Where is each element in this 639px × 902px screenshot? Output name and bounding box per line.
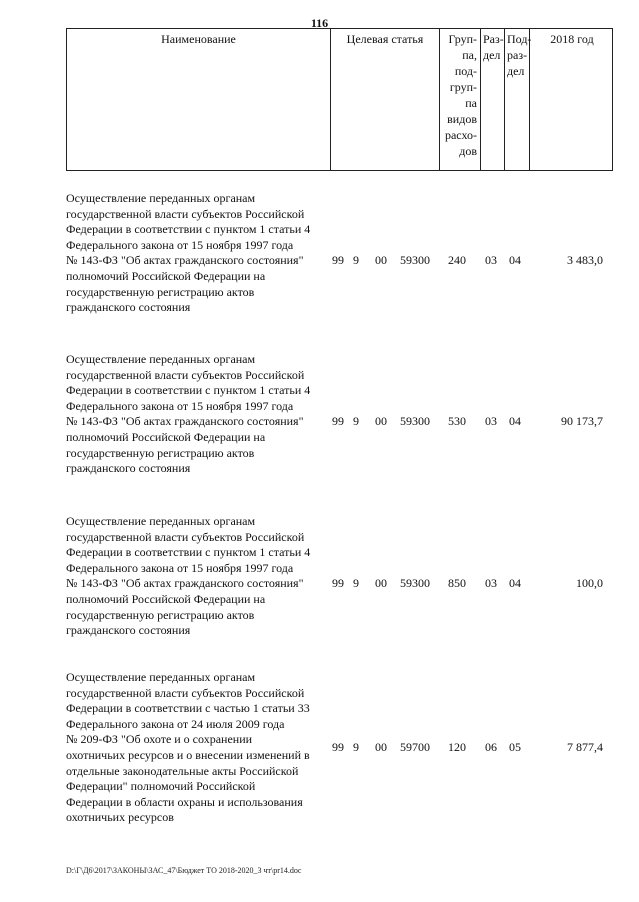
code-article: 59300 (400, 576, 430, 590)
expense-group: 530 (448, 414, 466, 428)
header-expense-group: Груп- па, под- груп- па видов расхо- дов (440, 29, 481, 170)
row-codes (66, 576, 616, 592)
code-article: 59300 (400, 414, 430, 428)
code-direction: 00 (375, 253, 387, 267)
page-number: 116 (310, 16, 329, 30)
table-header (66, 28, 613, 171)
expense-group: 120 (448, 740, 466, 754)
code-direction: 00 (375, 414, 387, 428)
amount: 7 877,4 (567, 740, 603, 754)
row-codes (66, 253, 616, 269)
code-article: 59300 (400, 253, 430, 267)
file-path-footer: D:\Г\Д6\2017\ЗАКОНЫ\ЗАС_47\Бюджет ТО 2018-2020_3 чт\pr14.doc (66, 866, 302, 875)
code-program: 99 (332, 253, 344, 267)
expense-group: 240 (448, 253, 466, 267)
row-name: Осуществление переданных органам государственной власти субъектов Российской Федерации в соответствии с пунктом 1 статьи 4 Федерального закона от 15 ноября 1997 года № 143-ФЗ "Об актах гражданского состояния" полномочий Российской Федерации на государственную регистрацию актов гражданского состояния (66, 514, 311, 638)
header-target-article: Целевая статья (331, 29, 440, 170)
subsection: 05 (509, 740, 521, 754)
code-subprogram: 9 (353, 414, 359, 428)
section: 06 (485, 740, 497, 754)
header-section: Раз- дел (481, 29, 505, 170)
code-subprogram: 9 (353, 253, 359, 267)
section: 03 (485, 576, 497, 590)
subsection: 04 (509, 414, 521, 428)
subsection: 04 (509, 576, 521, 590)
code-direction: 00 (375, 740, 387, 754)
code-subprogram: 9 (353, 576, 359, 590)
code-article: 59700 (400, 740, 430, 754)
row-codes (66, 414, 616, 430)
code-program: 99 (332, 740, 344, 754)
code-program: 99 (332, 414, 344, 428)
header-year: 2018 год (550, 32, 594, 46)
code-program: 99 (332, 576, 344, 590)
amount: 3 483,0 (567, 253, 603, 267)
code-direction: 00 (375, 576, 387, 590)
amount: 100,0 (576, 576, 603, 590)
amount: 90 173,7 (561, 414, 603, 428)
header-subsection: Под- раз- дел (505, 29, 530, 170)
section: 03 (485, 414, 497, 428)
section: 03 (485, 253, 497, 267)
code-subprogram: 9 (353, 740, 359, 754)
row-name: Осуществление переданных органам государственной власти субъектов Российской Федерации в соответствии с частью 1 статьи 33 Федерального закона от 24 июля 2009 года № 209-ФЗ "Об охоте и о сохранении охотничьих ресурсов и о внесении изменений в отдельные законодательные акты Российской Федерации" полномочий Российской Федерации в области охраны и использования охотничьих ресурсов (66, 670, 310, 825)
row-name: Осуществление переданных органам государственной власти субъектов Российской Федерации в соответствии с пунктом 1 статьи 4 Федерального закона от 15 ноября 1997 года № 143-ФЗ "Об актах гражданского состояния" полномочий Российской Федерации на государственную регистрацию актов гражданского состояния (66, 352, 311, 476)
expense-group: 850 (448, 576, 466, 590)
subsection: 04 (509, 253, 521, 267)
row-name: Осуществление переданных органам государственной власти субъектов Российской Федерации в соответствии с пунктом 1 статьи 4 Федерального закона от 15 ноября 1997 года № 143-ФЗ "Об актах гражданского состояния" полномочий Российской Федерации на государственную регистрацию актов гражданского состояния (66, 191, 311, 315)
header-name: Наименование (67, 29, 331, 170)
row-codes (66, 740, 616, 756)
